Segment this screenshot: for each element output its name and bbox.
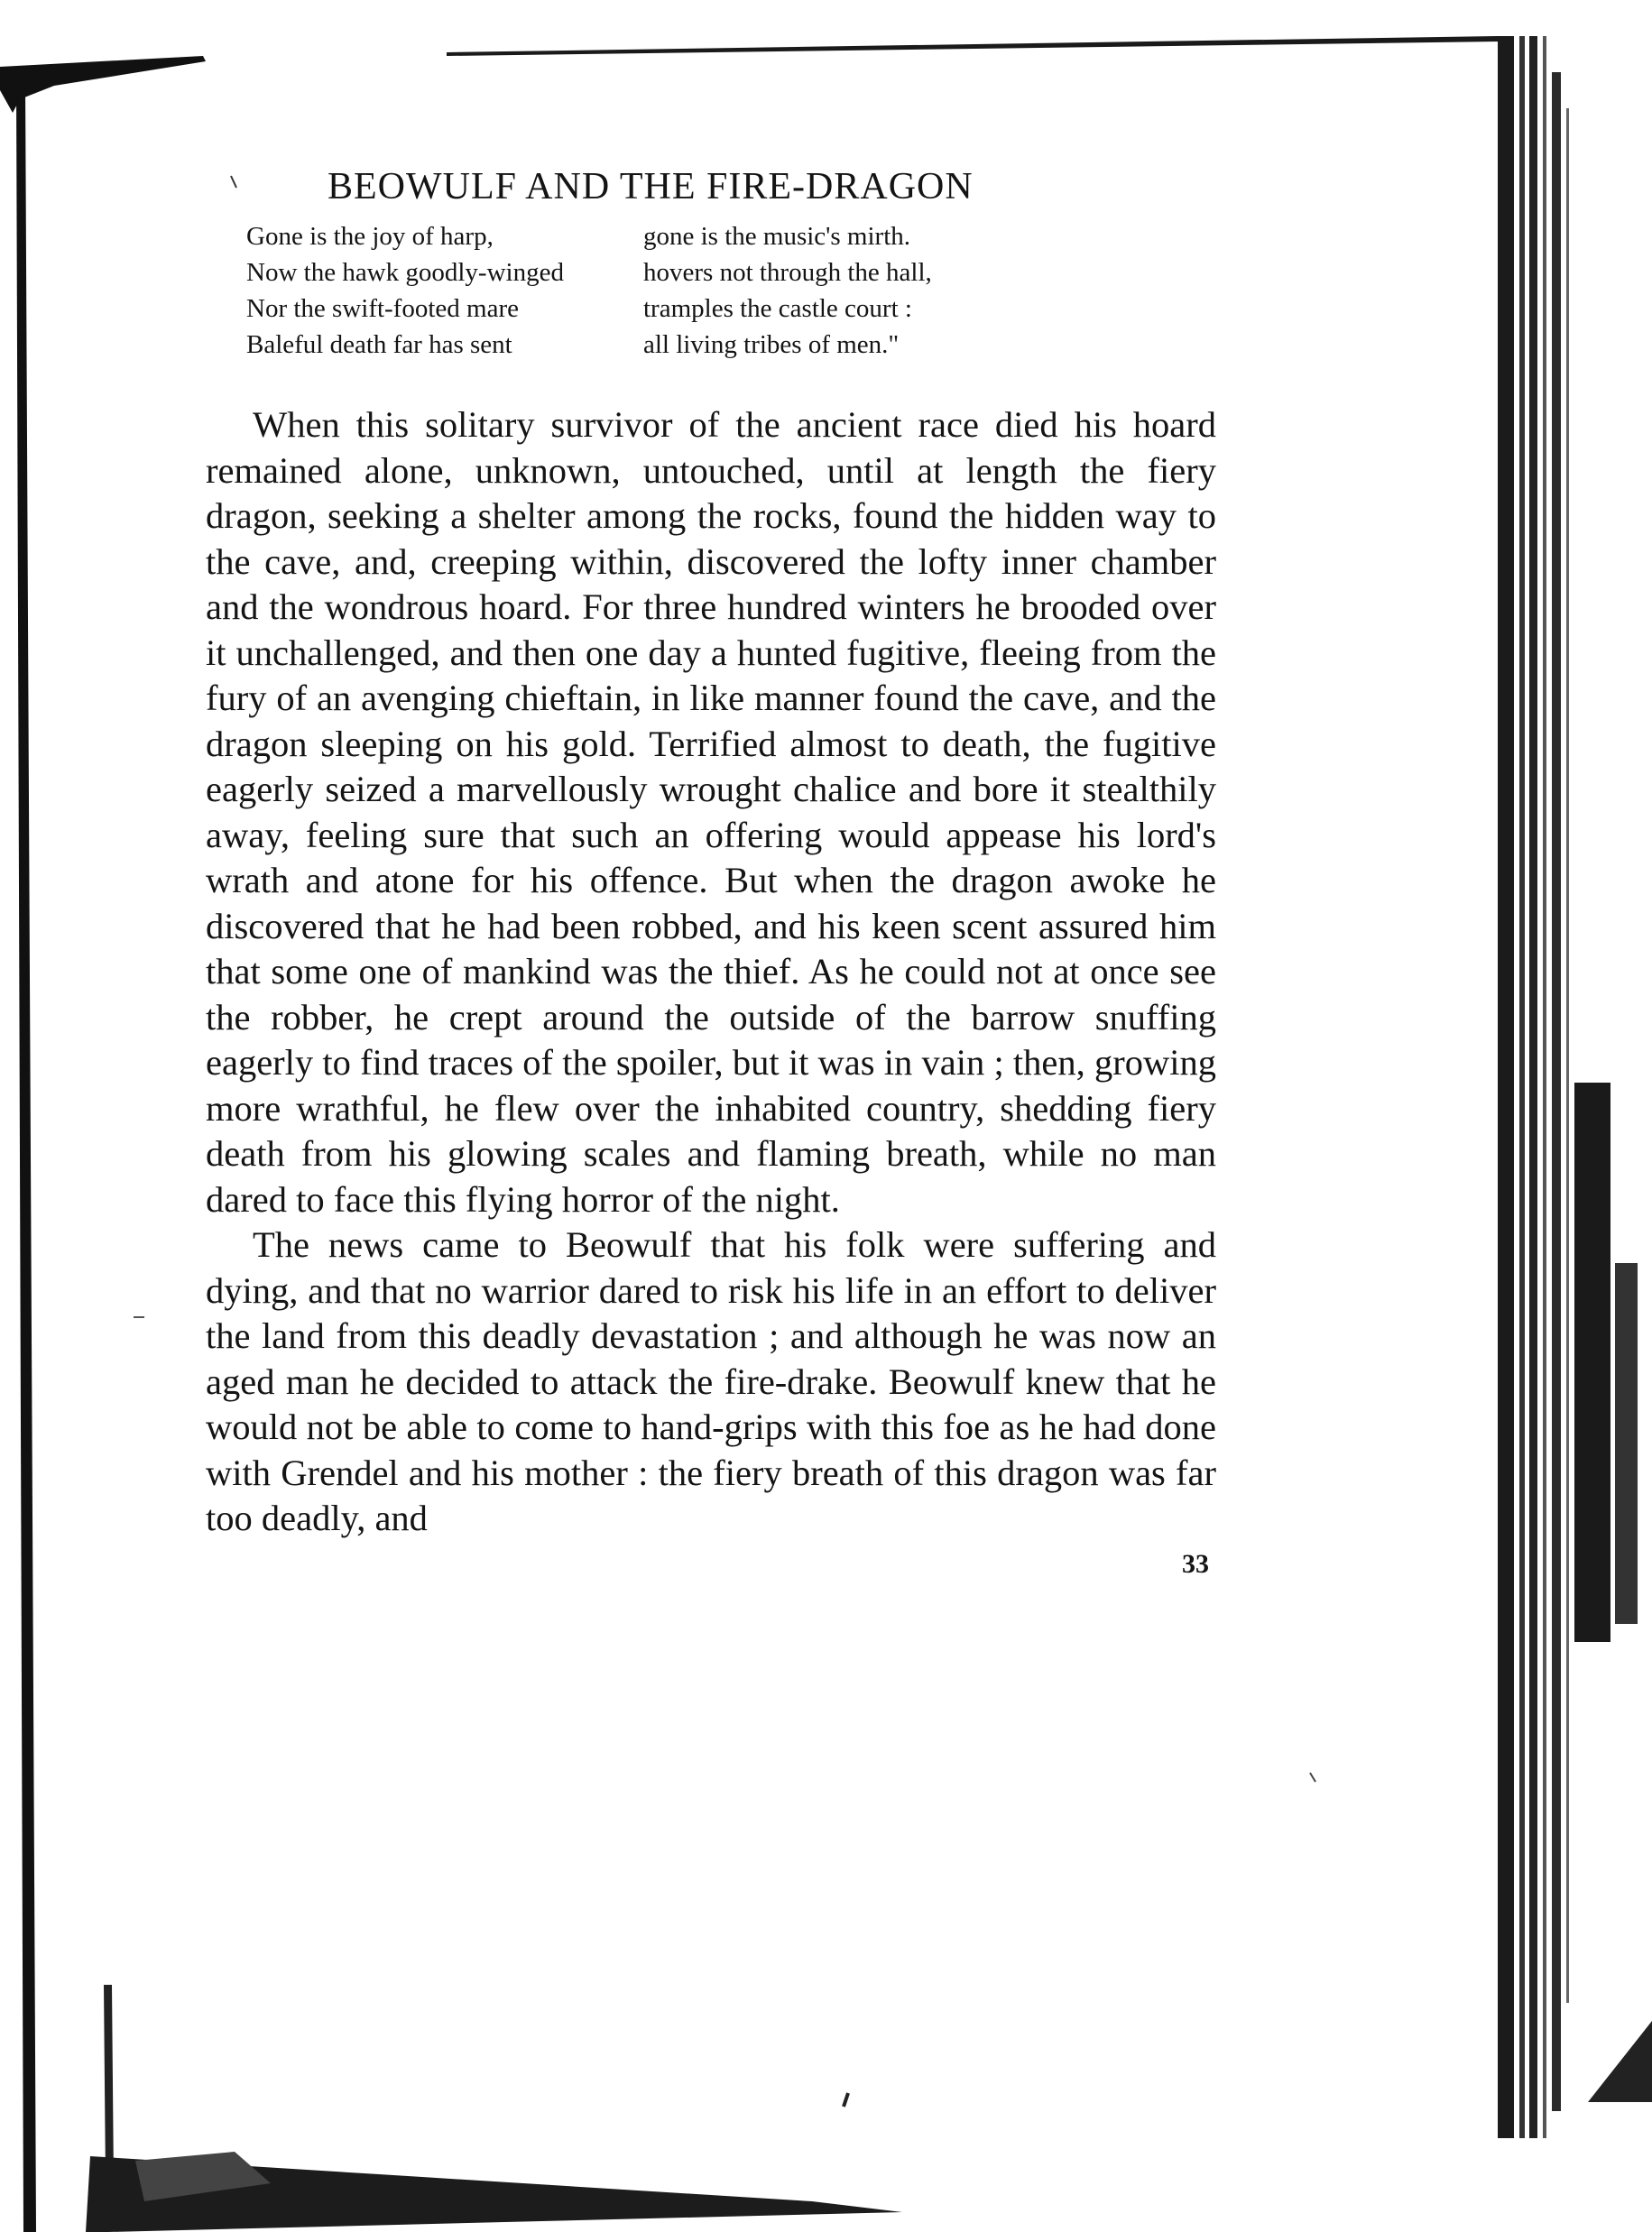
verse-half-line: Baleful death far has sent bbox=[246, 330, 512, 360]
verse-half-line: hovers not through the hall, bbox=[643, 258, 932, 288]
verse-half-line: Now the hawk goodly-winged bbox=[246, 258, 564, 288]
verse-half-line: gone is the music's mirth. bbox=[643, 222, 911, 252]
verse-half-line: all living tribes of men." bbox=[643, 330, 900, 360]
verse-half-line: tramples the castle court : bbox=[643, 294, 912, 324]
body-text bbox=[206, 402, 1216, 1542]
verse-quotation bbox=[246, 218, 1216, 363]
verse-line bbox=[246, 291, 1216, 327]
running-head: BEOWULF AND THE FIRE-DRAGON bbox=[328, 166, 974, 208]
page-number: 33 bbox=[1182, 1548, 1209, 1579]
verse-half-line: Nor the swift-footed mare bbox=[246, 294, 519, 324]
verse-line bbox=[246, 254, 1216, 291]
verse-line bbox=[246, 218, 1216, 254]
paragraph: The news came to Beowulf that his folk were suffering and dying, and that no warrior dared to risk his life in an effort to deliver the land from this deadly devastation ; and although he was now an aged man he decided to attack the fire-drake. Beowulf knew that he would not be able to come to hand-grips with this foe as he had done with Grendel and his mother : the fiery breath of this dragon was far too deadly, and bbox=[206, 1224, 1216, 1539]
book-page bbox=[206, 153, 1216, 1580]
verse-half-line: Gone is the joy of harp, bbox=[246, 222, 494, 252]
paragraph: When this solitary survivor of the ancient race died his hoard remained alone, unknown, untouched, until at length the fiery dragon, seeking a shelter among the rocks, found the hidden way to the cave, and, creeping within, discovered the lofty inner chamber and the wondrous hoard. For three hundred winters he brooded over it unchallenged, and then one day a hunted fugitive, fleeing from the fury of an avenging chieftain, in like manner found the cave, and the dragon sleeping on his gold. Terrified almost to death, the fugitive eagerly seized a marvellously wrought chalice and bore it stealthily away, feeling sure that such an offering would appease his lord's wrath and atone for his offence. But when the dragon awoke he discovered that he had been robbed, and his keen scent assured him that some one of mankind was the thief. As he could not at once see the robber, he crept around the outside of the barrow snuffing eagerly to find traces of the spoiler, but it was in vain ; then, growing more wrathful, he flew over the inhabited country, shedding fiery death from his glowing scales and flaming breath, while no man dared to face this flying horror of the night. bbox=[206, 404, 1216, 1220]
verse-line bbox=[246, 327, 1216, 363]
